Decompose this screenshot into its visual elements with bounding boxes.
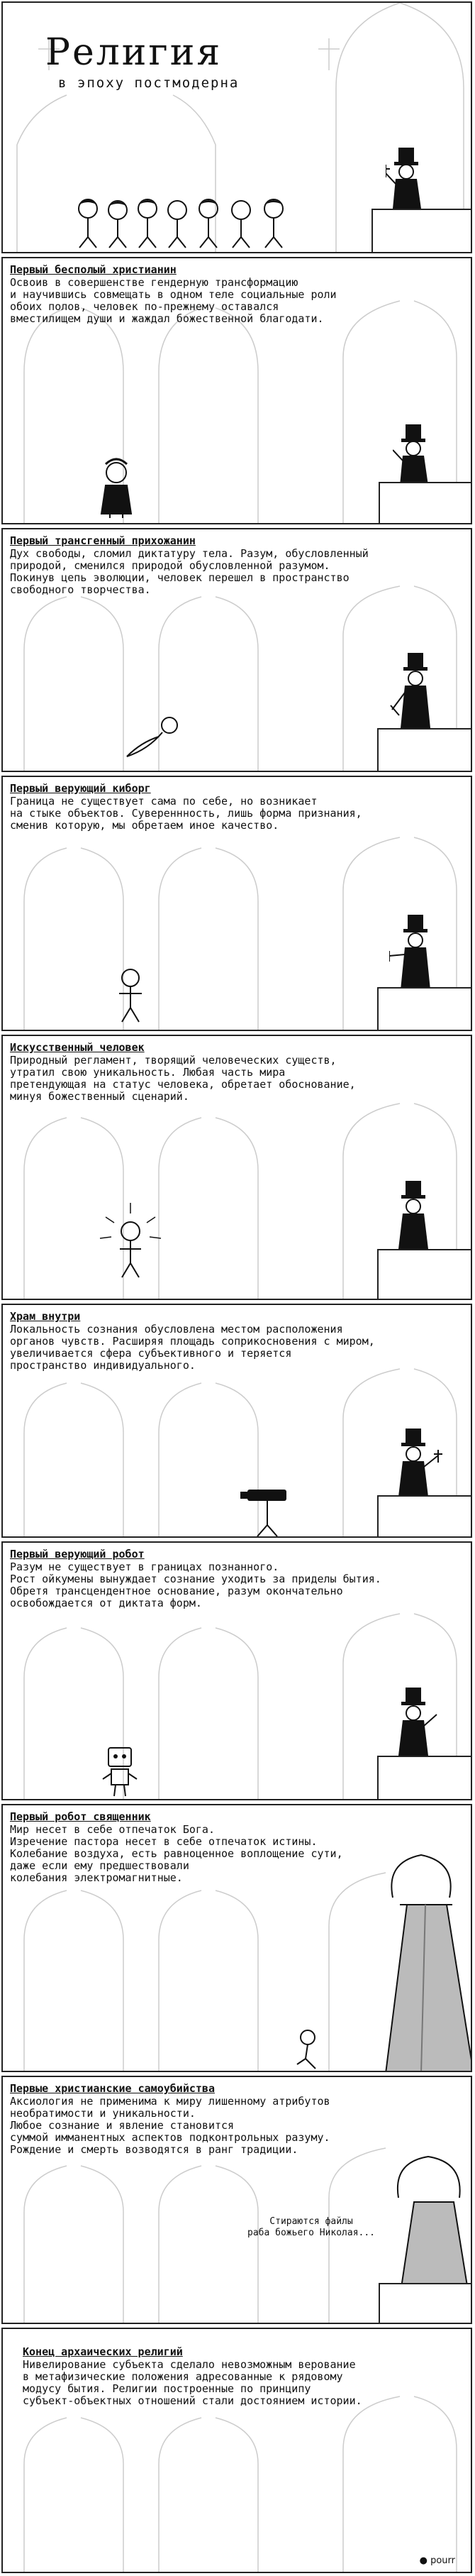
panel-believing-robot — [1, 1541, 472, 1800]
priest-figure — [391, 1685, 448, 1756]
priest-figure — [391, 1178, 441, 1249]
panel-text: Локальность сознания обусловлена местом расположения органов чувств. Расширяя площадь соприкосновения с миром, увеличивается сфера субъективного и теряется пространство индивидуального. — [10, 1323, 375, 1372]
panel-end-of-archaic-religions — [1, 2328, 472, 2573]
pulpit — [371, 209, 472, 253]
panel-heading: Искусственный человек — [10, 1041, 145, 1054]
panel-text: Разум не существует в границах познанного. Рост ойкумены вынуждает сознание уходить за приделы бытия. Обретя трансцендентное основание, разум окончательно освобождается от диктата форм. — [10, 1561, 381, 1609]
panel-believing-cyborg — [1, 776, 472, 1031]
panel-temple-within — [1, 1304, 472, 1538]
camera-on-tripod — [240, 1482, 297, 1538]
priest-figure — [393, 422, 442, 485]
pulpit — [377, 1249, 472, 1300]
pulpit — [379, 482, 472, 524]
pulpit — [377, 1756, 472, 1800]
speech-text: Стираются файлы раба божьего Николая... — [247, 2216, 376, 2238]
panel-heading: Первый бесполый христианин — [10, 263, 177, 276]
panel-caption — [10, 1548, 464, 1609]
pulpit — [377, 987, 472, 1031]
panel-robot-priest — [1, 1804, 472, 2072]
panel-heading: Храм внутри — [10, 1310, 81, 1323]
panel-text: Природный регламент, творящий человеческих существ, утратил свою уникальность. Любая часть мира претендующая на статус человека, обретает обоснование, минуя божественный сценарий. — [10, 1054, 356, 1103]
pulpit — [379, 2283, 472, 2324]
panel-caption — [10, 1811, 464, 1884]
brand-text: pourr — [430, 2555, 455, 2566]
panel-text: Нивелирование субъекта сделало невозможным верование в метафизические положения адресованные к рядовому модусу бытия. Религии построенные по принципу субъект-объектных отношений стали достоянием истории. — [23, 2358, 362, 2407]
pulpit — [377, 1495, 472, 1538]
priest-figure — [386, 145, 435, 209]
priest-figure — [389, 912, 453, 990]
panel-caption — [23, 2346, 472, 2407]
panel-caption — [10, 2083, 464, 2156]
panel-text: Освоив в совершенстве гендерную трансформацию и научившись совмещать в одном теле социальные роли обоих полов, человек по-прежнему оставался вместилищем души и жаждал божественной благодати. — [10, 276, 337, 325]
panel-text: Дух свободы, сломил диктатуру тела. Разум, обусловленный природой, сменился природой обусловленной разумом. Покинув цепь эволюции, человек перешел в пространство свободного творчества. — [10, 547, 369, 596]
panel-text: Мир несет в себе отпечаток Бога. Изречение пастора несет в себе отпечаток истины. Колебание воздуха, есть равноценное воплощение сути, даже если ему предшествовали колебания электромагнитные. — [10, 1823, 343, 1884]
priest-figure — [391, 1426, 448, 1497]
panel-artificial-human — [1, 1035, 472, 1300]
panel-heading: Первый верующий киборг — [10, 782, 151, 795]
panel-heading: Конец архаических религий — [23, 2345, 183, 2358]
panel-heading: Первые христианские самоубийства — [10, 2082, 215, 2095]
panel-caption — [10, 264, 464, 325]
title-panel — [1, 1, 472, 253]
kneeling-figure — [290, 2029, 325, 2071]
crowd-figures — [74, 194, 308, 251]
panel-christian-suicides — [1, 2076, 472, 2324]
panel-heading: Первый робот священник — [10, 1810, 151, 1823]
panel-caption — [10, 535, 464, 596]
panel-caption — [10, 783, 464, 832]
genderless-figure — [91, 457, 141, 521]
robot-figure — [99, 1745, 141, 1798]
site-watermark — [420, 2555, 455, 2566]
page-subtitle: в эпоху постмодерна — [58, 75, 240, 91]
panel-transgenic-parishioner — [1, 528, 472, 772]
page-title: Религия — [45, 31, 223, 74]
panel-heading: Первый трансгенный прихожанин — [10, 534, 196, 547]
pulpit — [377, 728, 472, 772]
panel-genderless-christian — [1, 257, 472, 524]
panel-text: Аксиология не применима к миру лишенному атрибутов необратимости и уникальности. Любое сознание и явление становится суммой имманентных аспектов подконтрольных разуму. Рождение и смерть возводятся в ранг традиции. — [10, 2095, 330, 2156]
cyborg-figure — [109, 965, 152, 1025]
panel-caption — [10, 1042, 464, 1103]
panel-caption — [10, 1311, 464, 1372]
slug-figure — [120, 714, 198, 764]
priest-figure — [389, 650, 446, 728]
panel-heading: Первый верующий робот — [10, 1548, 145, 1561]
logo-icon: ● — [419, 2555, 428, 2566]
panel-text: Граница не существует сама по себе, но возникает на стыке объектов. Сувереннность, лишь форма признания, сменив которую, мы обретаем иное качество. — [10, 795, 362, 832]
artificial-human-figure — [91, 1196, 169, 1288]
